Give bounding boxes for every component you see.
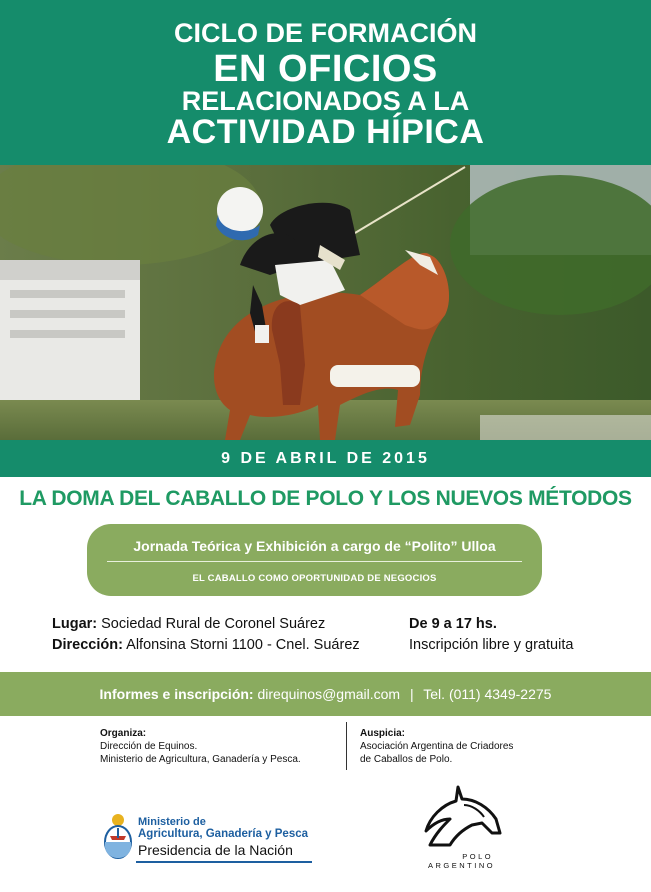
contact-separator: | bbox=[409, 686, 414, 702]
contact-label: Informes e inscripción: bbox=[99, 686, 254, 702]
address-label: Dirección: bbox=[52, 637, 123, 653]
ministry-line-1: Ministerio de bbox=[138, 816, 206, 828]
auspicia-line-2: de Caballos de Polo. bbox=[360, 754, 453, 765]
ministry-line-2: Agricultura, Ganadería y Pesca bbox=[138, 828, 309, 840]
organiza-line-1: Dirección de Equinos. bbox=[100, 741, 198, 752]
auspicia-block bbox=[360, 727, 513, 766]
ministry-line-3: Presidencia de la Nación bbox=[138, 842, 293, 858]
organiza-label: Organiza: bbox=[100, 728, 147, 739]
polo-text-line-2: ARGENTINO bbox=[428, 861, 496, 870]
event-date: 9 DE ABRIL DE 2015 bbox=[0, 440, 651, 477]
organiza-line-2: Ministerio de Agricultura, Ganadería y Pesca. bbox=[100, 754, 301, 765]
inscription-line: Inscripción libre y gratuita bbox=[409, 637, 574, 653]
polo-horse-logo-icon bbox=[420, 785, 505, 856]
hours-value: De 9 a 17 hs. bbox=[409, 616, 497, 632]
location-value: Sociedad Rural de Coronel Suárez bbox=[101, 616, 326, 632]
location-line bbox=[52, 616, 325, 632]
header-line-2: EN OFICIOS bbox=[213, 48, 438, 90]
header-line-4: ACTIVIDAD HÍPICA bbox=[166, 113, 485, 151]
ministry-underline bbox=[136, 861, 312, 863]
polo-text-line-1: POLO bbox=[462, 852, 494, 861]
event-title: LA DOMA DEL CABALLO DE POLO Y LOS NUEVOS MÉTODOS bbox=[19, 487, 632, 510]
location-label: Lugar: bbox=[52, 616, 98, 632]
program-main-text: Jornada Teórica y Exhibición a cargo de “Polito” Ulloa bbox=[133, 538, 496, 554]
polo-argentino-text bbox=[428, 852, 495, 870]
address-value: Alfonsina Storni 1100 - Cnel. Suárez bbox=[126, 637, 360, 653]
contact-email[interactable]: direquinos@gmail.com bbox=[257, 686, 401, 702]
auspicia-line-1: Asociación Argentina de Criadores bbox=[360, 741, 514, 752]
argentina-coat-of-arms-icon bbox=[102, 812, 134, 867]
program-divider bbox=[107, 561, 522, 562]
program-subtitle: EL CABALLO COMO OPORTUNIDAD DE NEGOCIOS bbox=[192, 573, 437, 584]
header-line-1: CICLO DE FORMACIÓN bbox=[174, 18, 477, 48]
program-box bbox=[87, 524, 542, 596]
polo-player-photo bbox=[0, 165, 651, 440]
organiza-block bbox=[100, 727, 301, 766]
contact-phone: Tel. (011) 4349-2275 bbox=[423, 686, 552, 702]
address-line bbox=[52, 637, 360, 653]
header-line-3: RELACIONADOS A LA bbox=[181, 86, 470, 116]
contact-band bbox=[0, 672, 651, 716]
auspicia-label: Auspicia: bbox=[360, 728, 406, 739]
hours-line bbox=[409, 616, 497, 632]
sponsor-divider bbox=[346, 722, 347, 770]
header-banner bbox=[0, 0, 651, 165]
